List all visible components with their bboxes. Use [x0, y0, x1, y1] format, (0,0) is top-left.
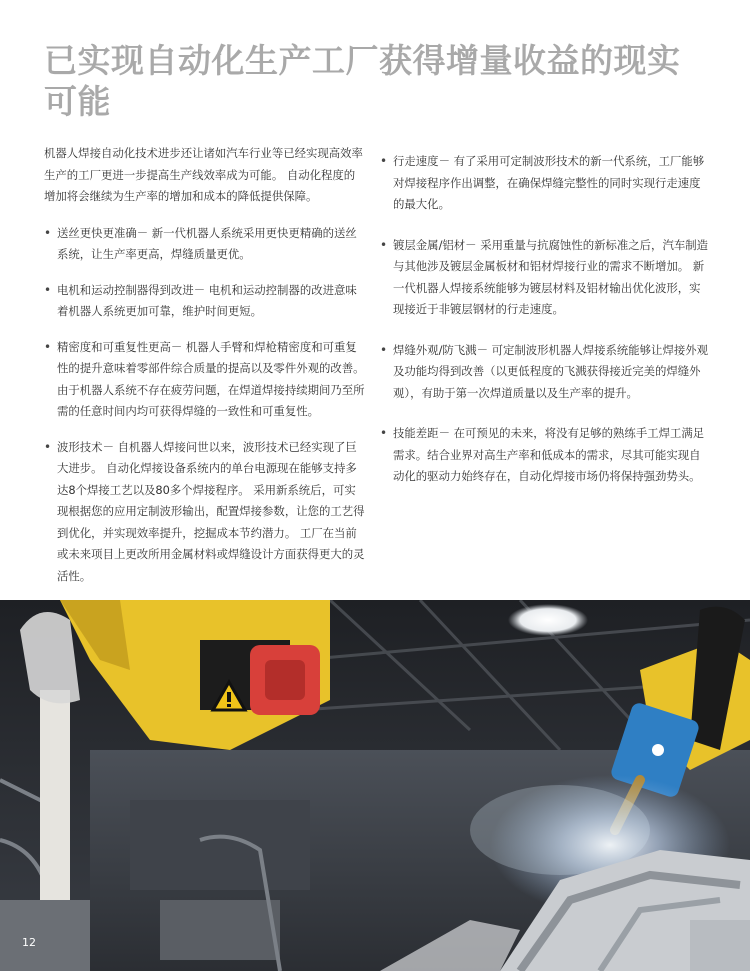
bullet-dot-icon: • [44, 439, 52, 454]
bullet-dot-icon: • [44, 282, 52, 297]
list-item [380, 423, 710, 488]
list-item [44, 223, 366, 266]
bullet-text: 技能差距－ 在可预见的未来，将没有足够的熟练手工焊工满足需求。结合业界对高生产率和低成本的需求，尽其可能实现自动化的驱动力始终存在，自动化焊接市场仍将保持强劲势头。 [393, 426, 705, 483]
list-item [380, 340, 710, 405]
bullet-text: 精密度和可重复性更高－ 机器人手臂和焊枪精密度和可重复性的提升意味着零部件综合质量的提高以及零件外观的改善。 由于机器人系统不存在疲劳问题，在焊道焊接持续期间乃至所需的任意时间内均可获得焊缝的一致性和可重复性。 [57, 339, 365, 418]
list-item [380, 151, 710, 216]
bullet-dot-icon: • [380, 154, 388, 168]
right-bullet-list [380, 151, 710, 488]
bullet-text: 行走速度－ 有了采用可定制波形技术的新一代系统，工厂能够对焊接程序作出调整，在确保焊缝完整性的同时实现行走速度的最大化。 [393, 154, 705, 211]
bullet-text: 电机和运动控制器得到改进－ 电机和运动控制器的改进意味着机器人系统更加可靠，维护时间更短。 [57, 282, 357, 318]
bullet-dot-icon: • [380, 237, 388, 252]
left-bullet-list [44, 223, 366, 588]
page-title: 已实现自动化生产工厂获得增量收益的现实可能 [44, 41, 681, 121]
bullet-dot-icon: • [380, 426, 388, 440]
bullet-dot-icon: • [380, 342, 388, 357]
page-number: 12 [22, 936, 36, 949]
left-column [44, 143, 366, 601]
right-column [380, 151, 710, 507]
list-item [44, 337, 366, 423]
list-item [44, 437, 366, 588]
list-item [44, 280, 366, 323]
bullet-dot-icon: • [44, 225, 52, 240]
bullet-text: 波形技术－ 自机器人焊接问世以来，波形技术已经实现了巨大进步。 自动化焊接设备系统内的单台电源现在能够支持多达8个焊接工艺以及80多个焊接程序。 采用新系统后，可实现根据您的应用定制波形输出，配置焊接参数，让您的工艺得到优化，并实现效率提升，挖掘成本节约潜力。 工厂在当前或未来项目上更改所用金属材料或焊缝设计方面获得更大的灵活性。 [57, 439, 365, 583]
bullet-dot-icon: • [44, 339, 52, 354]
list-item [380, 235, 710, 321]
robot-welding-photo [0, 600, 750, 971]
bullet-text: 送丝更快更准确－ 新一代机器人系统采用更快更精确的送丝系统，让生产率更高，焊缝质量更优。 [57, 225, 357, 261]
bullet-text: 焊缝外观/防飞溅－ 可定制波形机器人焊接系统能够让焊接外观及功能均得到改善（以更低程度的飞溅获得接近完美的焊缝外观），有助于第一次焊道质量以及生产率的提升。 [393, 342, 709, 400]
bullet-text: 镀层金属/铝材－ 采用重量与抗腐蚀性的新标准之后，汽车制造与其他涉及镀层金属板材和铝材焊接行业的需求不断增加。 新一代机器人焊接系统能够为镀层材料及铝材输出优化波形，实现接近于非镀层钢材的行走速度。 [393, 237, 709, 316]
intro-paragraph: 机器人焊接自动化技术进步还让诸如汽车行业等已经实现高效率生产的工厂更进一步提高生产线效率成为可能。 自动化程度的增加将会继续为生产率的增加和成本的降低提供保障。 [44, 146, 363, 203]
